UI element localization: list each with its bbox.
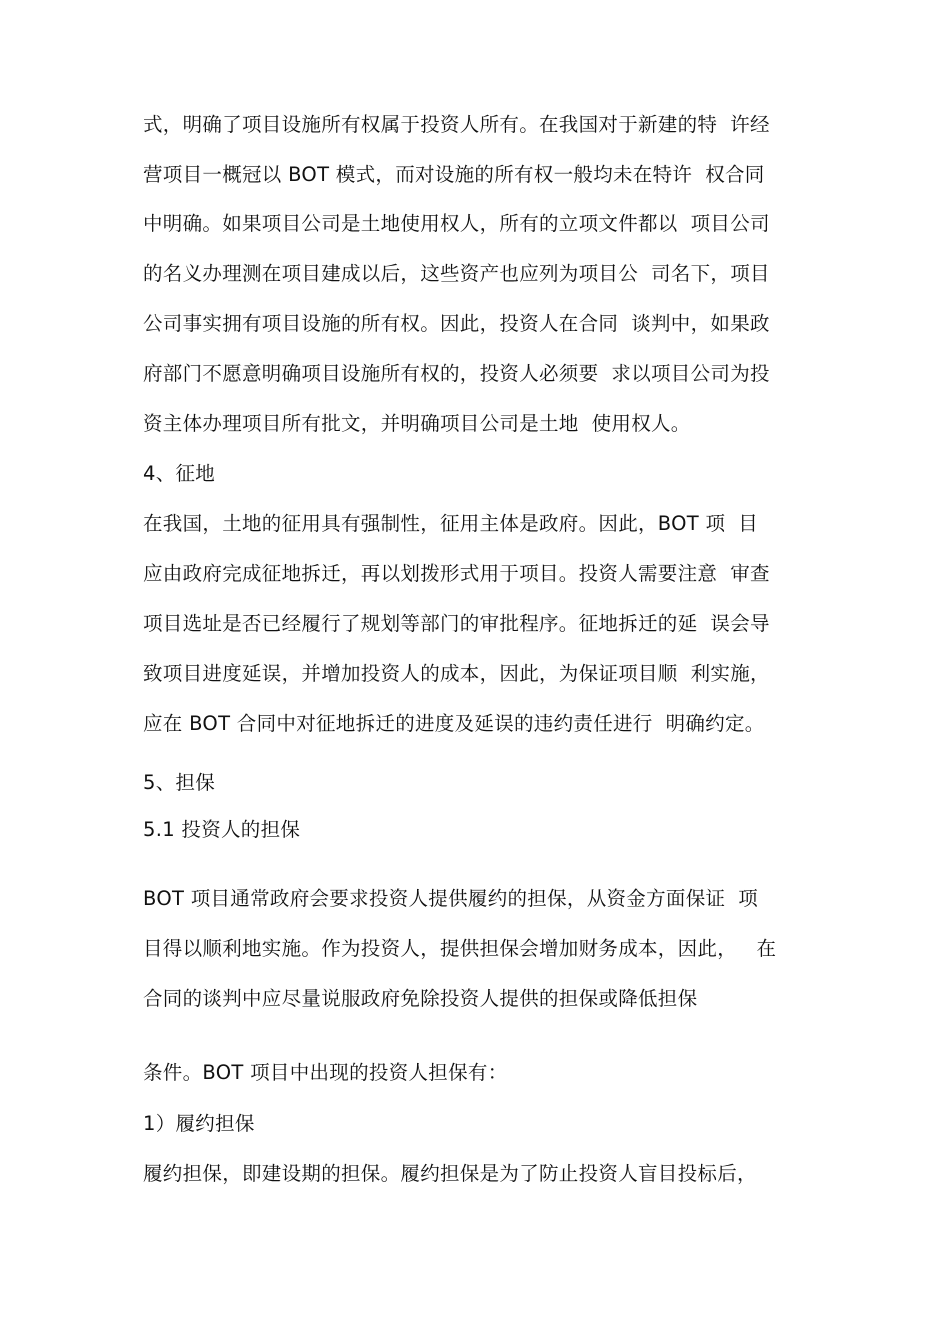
- text-line: 资主体办理项目所有批文，并明确项目公司是土地 使用权人。: [143, 412, 691, 435]
- text-line: 应由政府完成征地拆迁，再以划拨形式用于项目。投资人需要注意 审查: [143, 562, 770, 585]
- text-line: 项目选址是否已经履行了规划等部门的审批程序。征地拆迁的延 误会导: [143, 612, 770, 635]
- text-line: 履约担保，即建设期的担保。履约担保是为了防止投资人盲目投标后，: [143, 1162, 757, 1185]
- text-line: 式，明确了项目设施所有权属于投资人所有。在我国对于新建的特 许经: [143, 113, 770, 136]
- text-line: 的名义办理测在项目建成以后，这些资产也应列为项目公 司名下，项目: [143, 262, 770, 285]
- text-line: 合同的谈判中应尽量说服政府免除投资人提供的担保或降低担保: [143, 987, 698, 1010]
- text-line: 应在 BOT 合同中对征地拆迁的进度及延误的违约责任进行 明确约定。: [143, 712, 765, 735]
- text-line: 中明确。如果项目公司是土地使用权人，所有的立项文件都以 项目公司: [143, 212, 770, 235]
- text-line: BOT 项目通常政府会要求投资人提供履约的担保，从资金方面保证 项: [143, 887, 759, 910]
- subsection-heading: 5.1 投资人的担保: [143, 818, 301, 841]
- list-item-heading: 1）履约担保: [143, 1112, 255, 1135]
- text-line: 府部门不愿意明确项目设施所有权的，投资人必须要 求以项目公司为投: [143, 362, 770, 385]
- section-heading: 5、担保: [143, 771, 216, 794]
- text-line: 公司事实拥有项目设施的所有权。因此，投资人在合同 谈判中，如果政: [143, 312, 770, 335]
- section-heading: 4、征地: [143, 462, 216, 485]
- text-line: 目得以顺利地实施。作为投资人，提供担保会增加财务成本，因此， 在: [143, 937, 777, 960]
- text-line: 在我国，土地的征用具有强制性，征用主体是政府。因此，BOT 项 目: [143, 512, 759, 535]
- text-line: 条件。BOT 项目中出现的投资人担保有：: [143, 1061, 508, 1084]
- text-line: 营项目一概冠以 BOT 模式，而对设施的所有权一般均未在特许 权合同: [143, 163, 765, 186]
- text-line: 致项目进度延误，并增加投资人的成本，因此，为保证项目顺 利实施，: [143, 662, 770, 685]
